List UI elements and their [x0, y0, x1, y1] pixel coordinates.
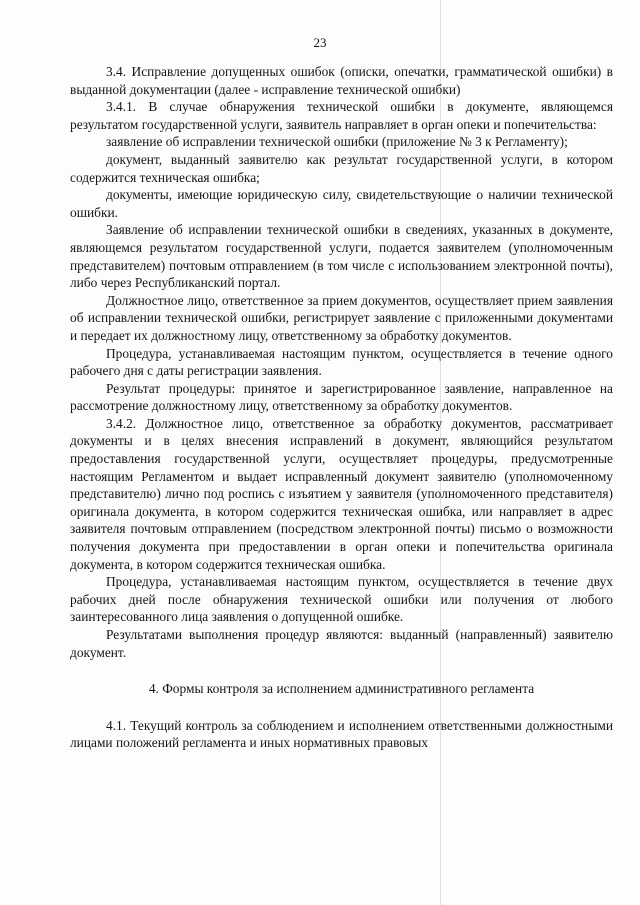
- paragraph-procedure-timing-2: Процедура, устанавливаемая настоящим пунктом, осуществляется в течение двух рабочих дней после обнаружения технической ошибки или получения от любого заинтересованного лица заявления о допущенной ошибке.: [70, 574, 613, 625]
- paragraph-4-1: 4.1. Текущий контроль за соблюдением и исполнением ответственными должностными лицами положений регламента и иных нормативных правовых: [70, 717, 613, 751]
- list-item-issued-document: документ, выданный заявителю как результат государственной услуги, в котором содержится техническая ошибка;: [70, 151, 613, 185]
- paragraph-procedure-results: Результатами выполнения процедур являются: выданный (направленный) заявителю документ.: [70, 627, 613, 660]
- paragraph-procedure-result: Результат процедуры: принятое и зарегистрированное заявление, направленное на рассмотрение должностному лицу, ответственному за обработку документов.: [70, 380, 613, 414]
- paragraph-3-4-1: 3.4.1. В случае обнаружения технической ошибки в документе, являющемся результатом государственной услуги, заявитель направляет в орган опеки и попечительства:: [70, 99, 613, 132]
- section-4-heading: 4. Формы контроля за исполнением административного регламента: [148, 681, 535, 697]
- paragraph-official-registration: Должностное лицо, ответственное за прием документов, осуществляет прием заявления об исправлении технической ошибки, регистрирует заявление с приложенными документами и передает их должностному лицу, ответственному за обработку документов.: [70, 292, 613, 343]
- paragraph-application-submission: Заявление об исправлении технической ошибки в сведениях, указанных в документе, являющемся результатом государственной услуги, подается заявителем (уполномоченным представителем) почтовым отправлением (в том числе с использованием электронной почты), либо через Республиканский портал.: [70, 222, 613, 291]
- paragraph-3-4-2: 3.4.2. Должностное лицо, ответственное за обработку документов, рассматривает документы и в целях внесения исправлений в документ, являющийся результатом предоставления государственной услуги, осуществляет процедуры, предусмотренные настоящим Регламентом и выдает исправленный документ заявителю (уполномоченному представителю) лично под роспись с изъятием у заявителя (уполномоченного представителя) оригинала документа, в котором содержится техническая ошибка, или направляет в адрес заявителя почтовым отправлением (посредством электронной почты) письмо о возможности получения документа при предоставлении в орган опеки и попечительства оригинала документа, в котором содержится техническая ошибка.: [70, 415, 613, 572]
- section-3-4-title: 3.4. Исправление допущенных ошибок (описки, опечатки, грамматической ошибки) в выданной документации (далее - исправление технической ошибки): [70, 64, 613, 97]
- paragraph-procedure-timing-1: Процедура, устанавливаемая настоящим пунктом, осуществляется в течение одного рабочего дня с даты регистрации заявления.: [70, 345, 613, 379]
- list-item-application: заявление об исправлении технической ошибки (приложение № 3 к Регламенту);: [106, 134, 568, 150]
- page-number: 23: [313, 35, 327, 50]
- list-item-legal-documents: документы, имеющие юридическую силу, свидетельствующие о наличии технической ошибки.: [70, 187, 613, 220]
- document-body: [70, 63, 613, 752]
